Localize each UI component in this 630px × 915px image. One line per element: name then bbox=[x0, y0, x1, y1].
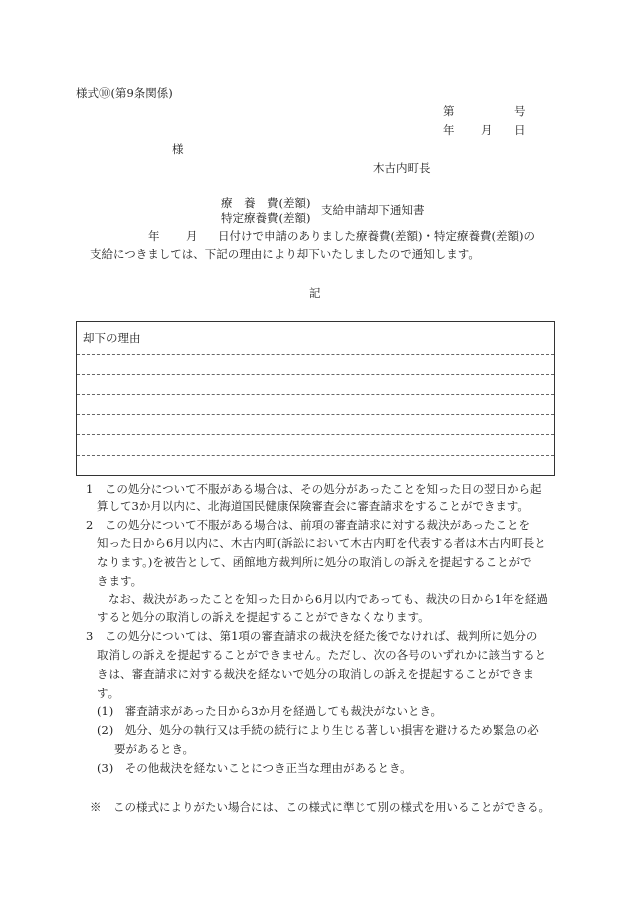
note2b-line1: なお、裁決があったことを知った日から6月以内であっても、裁決の日から1年を経過 bbox=[108, 592, 548, 606]
reason-line-2 bbox=[77, 374, 554, 375]
title-line2: 特定療養費(差額) bbox=[221, 211, 311, 225]
note3-line4: す。 bbox=[97, 686, 120, 700]
number-go: 号 bbox=[514, 104, 526, 118]
title-line1: 療 養 費(差額) bbox=[221, 196, 311, 210]
title-main: 支給申請却下通知書 bbox=[321, 203, 425, 217]
reason-line-6 bbox=[77, 455, 554, 456]
note1-line2: 算して3か月以内に、北海道国民健康保険審査会に審査請求をすることができます。 bbox=[97, 499, 529, 513]
issuer: 木古内町長 bbox=[373, 161, 431, 175]
note2-line2: 知った日から6月以内に、木古内町(訴訟において木古内町を代表する者は木古内町長と bbox=[97, 536, 546, 550]
note1-line1: 1 この処分について不服がある場合は、その処分があったことを知った日の翌日から起 bbox=[86, 482, 542, 496]
intro-year: 年 bbox=[148, 229, 160, 243]
note3-line3: きは、審査請求に対する裁決を経ないで処分の取消しの訴えを提起することができま bbox=[97, 667, 534, 681]
reason-box bbox=[76, 321, 555, 476]
date-day: 日 bbox=[514, 123, 526, 137]
footer-note: ※ この様式によりがたい場合には、この様式に準じて別の様式を用いることができる。 bbox=[90, 800, 550, 814]
number-dai: 第 bbox=[443, 104, 455, 118]
sub2-line1: (2) 処分、処分の執行又は手続の続行により生じる著しい損害を避けるため緊急の必 bbox=[97, 723, 539, 737]
reason-line-1 bbox=[77, 354, 554, 355]
intro-line1: 日付けで申請のありました療養費(差額)・特定療養費(差額)の bbox=[218, 229, 535, 243]
note3-line2: 取消しの訴えを提起することができません。ただし、次の各号のいずれかに該当すると bbox=[97, 648, 547, 662]
intro-line2: 支給につきましては、下記の理由により却下いたしましたので通知します。 bbox=[90, 247, 480, 261]
reason-line-3 bbox=[77, 394, 554, 395]
reason-label: 却下の理由 bbox=[83, 331, 141, 345]
date-month: 月 bbox=[481, 123, 493, 137]
note2-line4: きます。 bbox=[97, 574, 143, 588]
note2-line1: 2 この処分について不服がある場合は、前項の審査請求に対する裁決があったことを bbox=[86, 518, 530, 532]
reason-line-5 bbox=[77, 434, 554, 435]
intro-month: 月 bbox=[186, 229, 198, 243]
note2-line3: なります。)を被告として、函館地方裁判所に処分の取消しの訴えを提起することがで bbox=[97, 555, 532, 569]
recipient-suffix: 様 bbox=[172, 142, 184, 156]
ki-heading: 記 bbox=[309, 286, 321, 300]
form-label: 様式⑩(第9条関係) bbox=[76, 86, 173, 100]
note3-line1: 3 この処分については、第1項の審査請求の裁決を経た後でなければ、裁判所に処分の bbox=[86, 629, 538, 643]
sub3: (3) その他裁決を経ないことにつき正当な理由があるとき。 bbox=[97, 761, 412, 775]
date-year: 年 bbox=[443, 123, 455, 137]
sub2-line2: 要があるとき。 bbox=[114, 742, 195, 756]
reason-line-4 bbox=[77, 414, 554, 415]
sub1: (1) 審査請求があった日から3か月を経過しても裁決がないとき。 bbox=[97, 704, 443, 718]
note2b-line2: すると処分の取消しの訴えを提起することができなくなります。 bbox=[97, 610, 430, 624]
